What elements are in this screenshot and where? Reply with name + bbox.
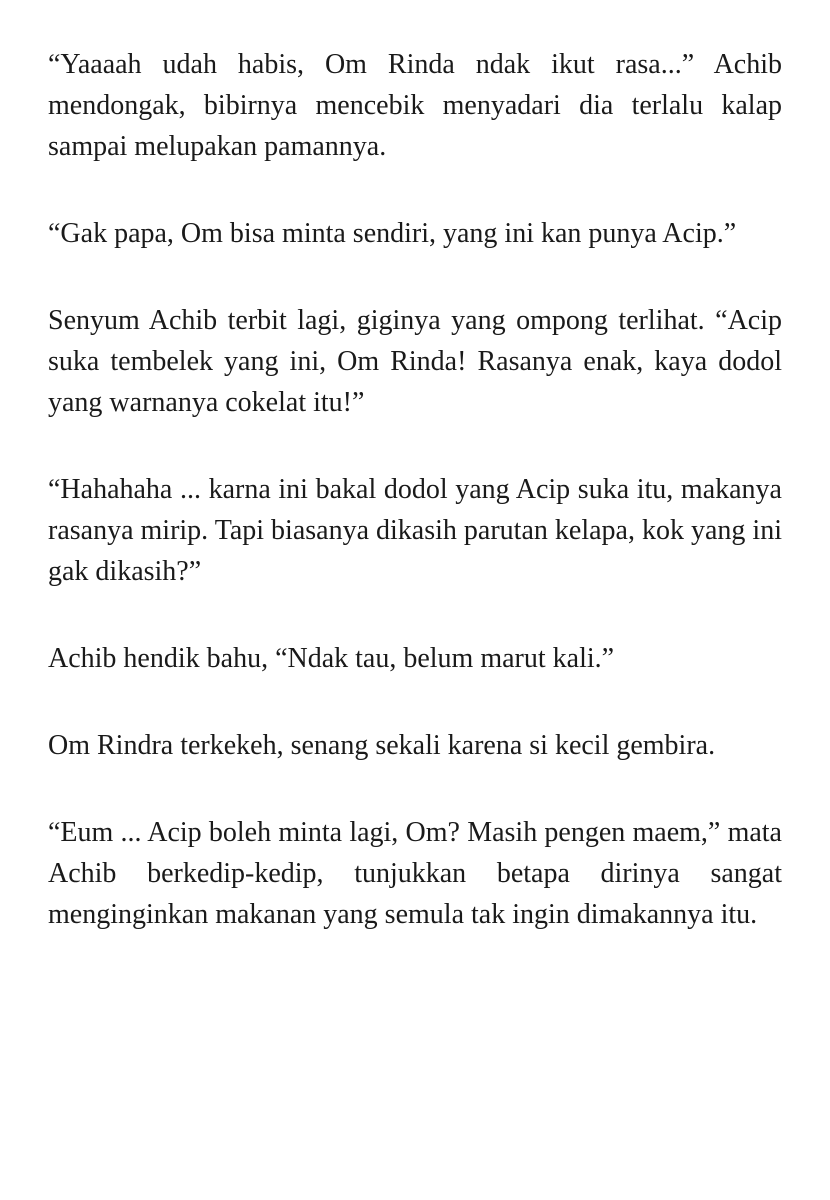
paragraph-6: Om Rindra terkekeh, senang sekali karena si kecil gembira. (48, 730, 716, 761)
paragraph-5: Achib hendik bahu, “Ndak tau, belum marut kali.” (48, 643, 615, 674)
paragraph-2: “Gak papa, Om bisa minta sendiri, yang ini kan punya Acip.” (48, 218, 737, 249)
paragraph-4: “Hahahaha ... karna ini bakal dodol yang Acip suka itu, makanya rasanya mirip. Tapi biasanya dikasih parutan kelapa, kok yang ini gak dikasih?” (48, 474, 782, 587)
paragraph-7: “Eum ... Acip boleh minta lagi, Om? Masih pengen maem,” mata Achib berkedip-kedip, tunjukkan betapa dirinya sangat menginginkan makanan yang semula tak ingin dimakannya itu. (48, 817, 782, 930)
paragraph-1: “Yaaaah udah habis, Om Rinda ndak ikut rasa...” Achib mendongak, bibirnya mencebik menyadari dia terlalu kalap sampai melupakan pamannya. (48, 49, 782, 162)
paragraph-3: Senyum Achib terbit lagi, giginya yang ompong terlihat. “Acip suka tembelek yang ini, Om Rinda! Rasanya enak, kaya dodol yang warnanya cokelat itu!” (48, 305, 782, 418)
story-page (48, 44, 782, 1184)
